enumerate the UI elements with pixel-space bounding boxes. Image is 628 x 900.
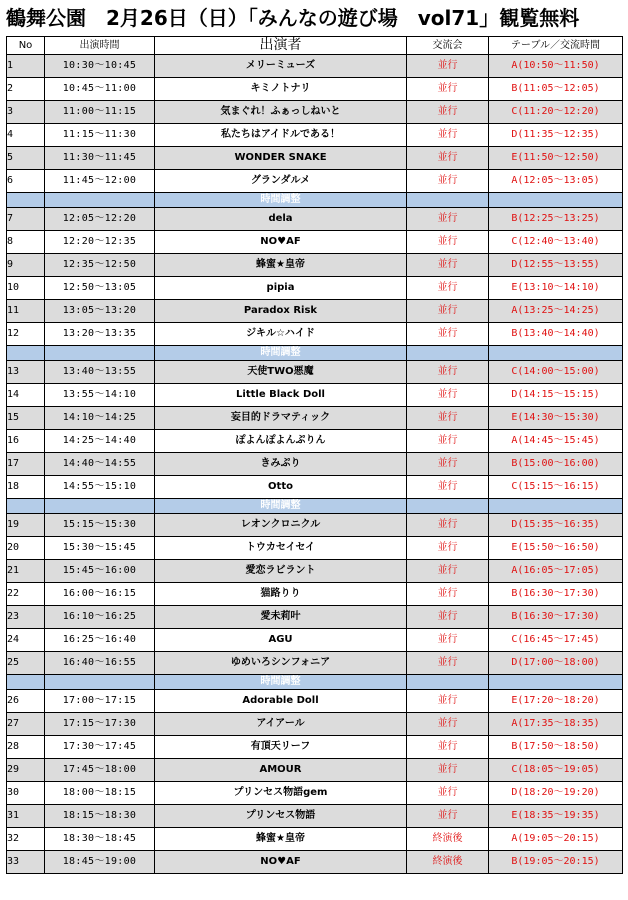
- performer-name: グランダルメ: [155, 170, 407, 193]
- performance-time: 14:10〜14:25: [45, 407, 155, 430]
- performer-name: 有頂天リーフ: [155, 736, 407, 759]
- row-number: 12: [7, 323, 45, 346]
- schedule-table: [6, 36, 623, 874]
- performer-name: Adorable Doll: [155, 690, 407, 713]
- performer-name: NO♥AF: [155, 851, 407, 874]
- header-no: No: [7, 37, 45, 55]
- table-exchange-time: D(18:20〜19:20): [489, 782, 623, 805]
- performer-name: 天使TWO悪魔: [155, 361, 407, 384]
- row-number: 24: [7, 629, 45, 652]
- performer-name: Little Black Doll: [155, 384, 407, 407]
- row-number: 25: [7, 652, 45, 675]
- exchange-type: 並行: [407, 430, 489, 453]
- performer-name: AMOUR: [155, 759, 407, 782]
- exchange-type: 並行: [407, 300, 489, 323]
- exchange-type: 並行: [407, 384, 489, 407]
- table-exchange-time: A(13:25〜14:25): [489, 300, 623, 323]
- performance-time: 11:45〜12:00: [45, 170, 155, 193]
- performance-time: 18:00〜18:15: [45, 782, 155, 805]
- header-table: テーブル／交流時間: [489, 37, 623, 55]
- table-exchange-time: B(16:30〜17:30): [489, 583, 623, 606]
- exchange-type: 並行: [407, 254, 489, 277]
- table-exchange-time: B(17:50〜18:50): [489, 736, 623, 759]
- performance-time: 18:30〜18:45: [45, 828, 155, 851]
- row-number: 5: [7, 147, 45, 170]
- time-adjust-label: 時間調整: [155, 675, 407, 690]
- row-number: 27: [7, 713, 45, 736]
- performer-name: 蜂蜜★皇帝: [155, 254, 407, 277]
- performance-time: 13:20〜13:35: [45, 323, 155, 346]
- table-exchange-time: A(12:05〜13:05): [489, 170, 623, 193]
- table-exchange-time: A(16:05〜17:05): [489, 560, 623, 583]
- table-exchange-time: C(14:00〜15:00): [489, 361, 623, 384]
- table-exchange-time: B(13:40〜14:40): [489, 323, 623, 346]
- table-exchange-time: C(16:45〜17:45): [489, 629, 623, 652]
- performance-time: 10:30〜10:45: [45, 55, 155, 78]
- performer-name: 蜂蜜★皇帝: [155, 828, 407, 851]
- table-exchange-time: E(13:10〜14:10): [489, 277, 623, 300]
- exchange-type: 並行: [407, 782, 489, 805]
- performer-name: アイアール: [155, 713, 407, 736]
- exchange-type: 並行: [407, 170, 489, 193]
- exchange-type: 並行: [407, 147, 489, 170]
- time-adjust-row: [7, 346, 623, 361]
- row-number: 2: [7, 78, 45, 101]
- header-row: [7, 37, 623, 55]
- row-number: 3: [7, 101, 45, 124]
- row-number: 10: [7, 277, 45, 300]
- row-number: 15: [7, 407, 45, 430]
- row-number: 16: [7, 430, 45, 453]
- performance-time: 14:25〜14:40: [45, 430, 155, 453]
- performance-time: 12:20〜12:35: [45, 231, 155, 254]
- performer-name: プリンセス物語gem: [155, 782, 407, 805]
- exchange-type: 並行: [407, 78, 489, 101]
- adjust-cell-empty: [407, 346, 489, 361]
- table-row: [7, 583, 623, 606]
- performance-time: 18:15〜18:30: [45, 805, 155, 828]
- table-row: [7, 170, 623, 193]
- performer-name: NO♥AF: [155, 231, 407, 254]
- header-time: 出演時間: [45, 37, 155, 55]
- performer-name: ジキル☆ハイド: [155, 323, 407, 346]
- exchange-type: 並行: [407, 124, 489, 147]
- performance-time: 17:45〜18:00: [45, 759, 155, 782]
- table-row: [7, 652, 623, 675]
- performer-name: pipia: [155, 277, 407, 300]
- performer-name: メリーミューズ: [155, 55, 407, 78]
- time-adjust-row: [7, 499, 623, 514]
- performer-name: AGU: [155, 629, 407, 652]
- exchange-type: 並行: [407, 514, 489, 537]
- performance-time: 13:05〜13:20: [45, 300, 155, 323]
- row-number: 9: [7, 254, 45, 277]
- performance-time: 16:10〜16:25: [45, 606, 155, 629]
- table-row: [7, 713, 623, 736]
- performance-time: 18:45〜19:00: [45, 851, 155, 874]
- time-adjust-row: [7, 193, 623, 208]
- table-exchange-time: A(14:45〜15:45): [489, 430, 623, 453]
- exchange-type: 並行: [407, 277, 489, 300]
- row-number: 1: [7, 55, 45, 78]
- exchange-type: 並行: [407, 583, 489, 606]
- time-adjust-row: [7, 675, 623, 690]
- row-number: 7: [7, 208, 45, 231]
- row-number: 32: [7, 828, 45, 851]
- table-row: [7, 254, 623, 277]
- performer-name: 愛未莉叶: [155, 606, 407, 629]
- performance-time: 15:30〜15:45: [45, 537, 155, 560]
- table-row: [7, 851, 623, 874]
- row-number: 33: [7, 851, 45, 874]
- adjust-cell-empty: [407, 193, 489, 208]
- time-adjust-label: 時間調整: [155, 346, 407, 361]
- table-exchange-time: C(18:05〜19:05): [489, 759, 623, 782]
- table-row: [7, 828, 623, 851]
- page-title: 鶴舞公園 2月26日（日）「みんなの遊び場 vol71」観覧無料: [6, 6, 580, 30]
- performance-time: 13:55〜14:10: [45, 384, 155, 407]
- table-row: [7, 560, 623, 583]
- row-number: 20: [7, 537, 45, 560]
- adjust-cell-empty: [45, 499, 155, 514]
- exchange-type: 並行: [407, 231, 489, 254]
- performance-time: 17:15〜17:30: [45, 713, 155, 736]
- exchange-type: 並行: [407, 323, 489, 346]
- adjust-cell-empty: [489, 346, 623, 361]
- adjust-cell-empty: [407, 675, 489, 690]
- exchange-type: 並行: [407, 652, 489, 675]
- performance-time: 11:15〜11:30: [45, 124, 155, 147]
- performance-time: 12:50〜13:05: [45, 277, 155, 300]
- table-row: [7, 101, 623, 124]
- row-number: 19: [7, 514, 45, 537]
- performer-name: 猫路りり: [155, 583, 407, 606]
- table-row: [7, 606, 623, 629]
- exchange-type: 並行: [407, 55, 489, 78]
- header-exchange: 交流会: [407, 37, 489, 55]
- table-row: [7, 629, 623, 652]
- exchange-type: 並行: [407, 629, 489, 652]
- exchange-type: 並行: [407, 101, 489, 124]
- performer-name: ぽよんぽよんぷりん: [155, 430, 407, 453]
- table-exchange-time: E(11:50〜12:50): [489, 147, 623, 170]
- performer-name: 私たちはアイドルである！: [155, 124, 407, 147]
- row-number: 17: [7, 453, 45, 476]
- table-row: [7, 323, 623, 346]
- performer-name: きみぷり: [155, 453, 407, 476]
- exchange-type: 並行: [407, 453, 489, 476]
- adjust-cell-empty: [7, 193, 45, 208]
- row-number: 26: [7, 690, 45, 713]
- table-row: [7, 430, 623, 453]
- table-exchange-time: B(19:05〜20:15): [489, 851, 623, 874]
- table-exchange-time: D(14:15〜15:15): [489, 384, 623, 407]
- adjust-cell-empty: [45, 346, 155, 361]
- table-row: [7, 736, 623, 759]
- table-row: [7, 453, 623, 476]
- table-exchange-time: D(17:00〜18:00): [489, 652, 623, 675]
- performer-name: Otto: [155, 476, 407, 499]
- exchange-type: 終演後: [407, 828, 489, 851]
- table-exchange-time: A(10:50〜11:50): [489, 55, 623, 78]
- table-row: [7, 208, 623, 231]
- table-exchange-time: E(15:50〜16:50): [489, 537, 623, 560]
- time-adjust-label: 時間調整: [155, 193, 407, 208]
- row-number: 11: [7, 300, 45, 323]
- exchange-type: 並行: [407, 759, 489, 782]
- table-exchange-time: D(11:35〜12:35): [489, 124, 623, 147]
- adjust-cell-empty: [489, 675, 623, 690]
- exchange-type: 並行: [407, 476, 489, 499]
- table-exchange-time: E(17:20〜18:20): [489, 690, 623, 713]
- performer-name: 愛恋ラビラント: [155, 560, 407, 583]
- table-exchange-time: C(15:15〜16:15): [489, 476, 623, 499]
- performer-name: ゆめいろシンフォニア: [155, 652, 407, 675]
- table-row: [7, 147, 623, 170]
- table-row: [7, 277, 623, 300]
- exchange-type: 終演後: [407, 851, 489, 874]
- performance-time: 11:30〜11:45: [45, 147, 155, 170]
- row-number: 4: [7, 124, 45, 147]
- performance-time: 12:05〜12:20: [45, 208, 155, 231]
- performer-name: Paradox Risk: [155, 300, 407, 323]
- row-number: 30: [7, 782, 45, 805]
- row-number: 31: [7, 805, 45, 828]
- table-row: [7, 476, 623, 499]
- performance-time: 16:25〜16:40: [45, 629, 155, 652]
- exchange-type: 並行: [407, 690, 489, 713]
- row-number: 18: [7, 476, 45, 499]
- table-row: [7, 300, 623, 323]
- performer-name: WONDER SNAKE: [155, 147, 407, 170]
- performance-time: 14:40〜14:55: [45, 453, 155, 476]
- performance-time: 17:00〜17:15: [45, 690, 155, 713]
- performance-time: 17:30〜17:45: [45, 736, 155, 759]
- row-number: 6: [7, 170, 45, 193]
- performance-time: 14:55〜15:10: [45, 476, 155, 499]
- performance-time: 15:45〜16:00: [45, 560, 155, 583]
- time-adjust-label: 時間調整: [155, 499, 407, 514]
- performance-time: 10:45〜11:00: [45, 78, 155, 101]
- performance-time: 12:35〜12:50: [45, 254, 155, 277]
- row-number: 22: [7, 583, 45, 606]
- table-row: [7, 407, 623, 430]
- table-exchange-time: B(12:25〜13:25): [489, 208, 623, 231]
- performance-time: 16:00〜16:15: [45, 583, 155, 606]
- row-number: 14: [7, 384, 45, 407]
- schedule-body: [7, 55, 623, 874]
- table-exchange-time: B(16:30〜17:30): [489, 606, 623, 629]
- performer-name: トウカセイセイ: [155, 537, 407, 560]
- row-number: 8: [7, 231, 45, 254]
- adjust-cell-empty: [489, 193, 623, 208]
- exchange-type: 並行: [407, 736, 489, 759]
- table-exchange-time: C(12:40〜13:40): [489, 231, 623, 254]
- header-performer: 出演者: [155, 37, 407, 55]
- table-exchange-time: E(14:30〜15:30): [489, 407, 623, 430]
- performance-time: 13:40〜13:55: [45, 361, 155, 384]
- performance-time: 16:40〜16:55: [45, 652, 155, 675]
- adjust-cell-empty: [7, 675, 45, 690]
- table-exchange-time: D(15:35〜16:35): [489, 514, 623, 537]
- adjust-cell-empty: [7, 499, 45, 514]
- table-exchange-time: A(19:05〜20:15): [489, 828, 623, 851]
- adjust-cell-empty: [45, 193, 155, 208]
- adjust-cell-empty: [489, 499, 623, 514]
- exchange-type: 並行: [407, 560, 489, 583]
- row-number: 13: [7, 361, 45, 384]
- table-row: [7, 805, 623, 828]
- table-exchange-time: A(17:35〜18:35): [489, 713, 623, 736]
- performer-name: 気まぐれ！ふぁっしねいと: [155, 101, 407, 124]
- table-row: [7, 759, 623, 782]
- table-row: [7, 231, 623, 254]
- performer-name: プリンセス物語: [155, 805, 407, 828]
- performance-time: 11:00〜11:15: [45, 101, 155, 124]
- row-number: 23: [7, 606, 45, 629]
- performance-time: 15:15〜15:30: [45, 514, 155, 537]
- row-number: 28: [7, 736, 45, 759]
- exchange-type: 並行: [407, 407, 489, 430]
- table-row: [7, 514, 623, 537]
- exchange-type: 並行: [407, 537, 489, 560]
- performer-name: レオンクロニクル: [155, 514, 407, 537]
- table-row: [7, 361, 623, 384]
- adjust-cell-empty: [7, 346, 45, 361]
- exchange-type: 並行: [407, 208, 489, 231]
- table-exchange-time: D(12:55〜13:55): [489, 254, 623, 277]
- adjust-cell-empty: [45, 675, 155, 690]
- adjust-cell-empty: [407, 499, 489, 514]
- exchange-type: 並行: [407, 606, 489, 629]
- table-row: [7, 690, 623, 713]
- table-row: [7, 78, 623, 101]
- table-exchange-time: B(15:00〜16:00): [489, 453, 623, 476]
- row-number: 21: [7, 560, 45, 583]
- exchange-type: 並行: [407, 713, 489, 736]
- exchange-type: 並行: [407, 805, 489, 828]
- table-exchange-time: E(18:35〜19:35): [489, 805, 623, 828]
- exchange-type: 並行: [407, 361, 489, 384]
- performer-name: キミノトナリ: [155, 78, 407, 101]
- table-row: [7, 124, 623, 147]
- table-row: [7, 537, 623, 560]
- table-row: [7, 384, 623, 407]
- performer-name: 妄目的ドラマティック: [155, 407, 407, 430]
- performer-name: dela: [155, 208, 407, 231]
- row-number: 29: [7, 759, 45, 782]
- table-row: [7, 782, 623, 805]
- table-exchange-time: C(11:20〜12:20): [489, 101, 623, 124]
- table-row: [7, 55, 623, 78]
- table-exchange-time: B(11:05〜12:05): [489, 78, 623, 101]
